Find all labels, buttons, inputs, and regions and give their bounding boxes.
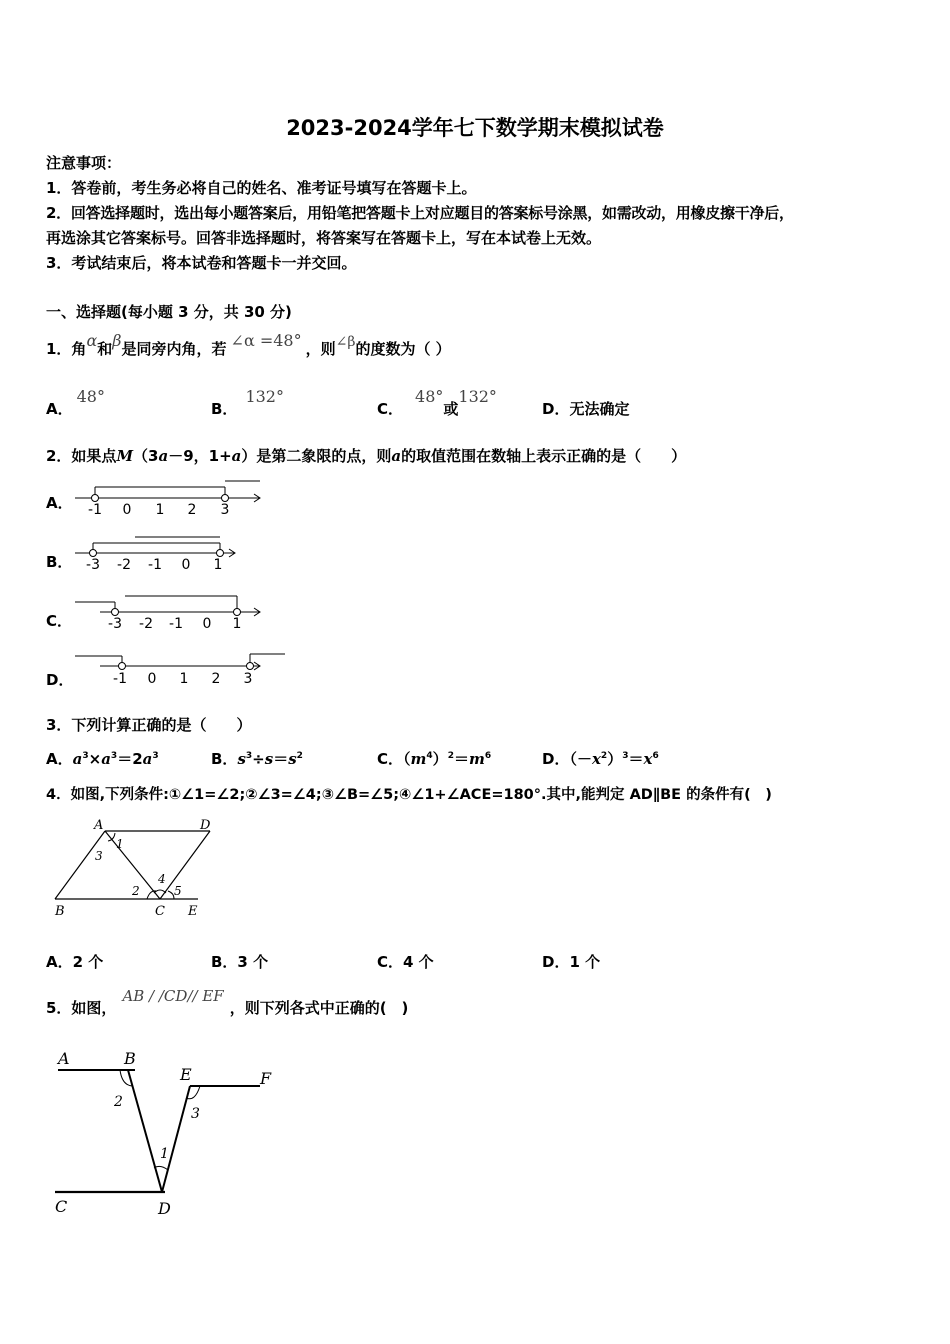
q1-option-d[interactable]: D．无法确定 xyxy=(542,400,630,418)
question-2: 2．如果点M（3a－9，1+a）是第二象限的点，则a的取值范围在数轴上表示正确的是（ ） xyxy=(46,447,687,465)
svg-text:2: 2 xyxy=(132,884,140,898)
svg-text:E: E xyxy=(188,904,198,919)
tick-label: 0 xyxy=(147,671,157,687)
tick-label: -1 xyxy=(169,616,183,632)
svg-text:B: B xyxy=(55,904,65,919)
tick-label: -1 xyxy=(88,502,102,518)
tick-label: 1 xyxy=(179,671,189,687)
notice-item: 再选涂其它答案标号。回答非选择题时，将答案写在答题卡上，写在本试卷上无效。 xyxy=(46,229,602,247)
question-4: 4．如图,下列条件:①∠1=∠2;②∠3=∠4;③∠B=∠5;④∠1+∠ACE=180°.其中,能判定 AD∥BE 的条件有( ) xyxy=(46,787,772,803)
tick-label: -1 xyxy=(148,557,162,573)
tick-label: 1 xyxy=(155,502,165,518)
question-3: 3．下列计算正确的是（ ） xyxy=(46,716,252,734)
tick-label: 3 xyxy=(220,502,230,518)
svg-text:E: E xyxy=(180,1065,192,1084)
svg-text:A: A xyxy=(58,1049,70,1068)
tick-label: 0 xyxy=(122,502,132,518)
tick-label: 0 xyxy=(202,616,212,632)
q4-option-c[interactable]: C．4 个 xyxy=(377,953,434,971)
svg-text:D: D xyxy=(158,1199,171,1218)
svg-text:3: 3 xyxy=(191,1106,200,1122)
tick-label: 1 xyxy=(232,616,242,632)
q2-option-c[interactable]: C． xyxy=(46,612,73,630)
q4-option-d[interactable]: D．1 个 xyxy=(542,953,601,971)
q2-option-d[interactable]: D． xyxy=(46,671,74,689)
svg-text:5: 5 xyxy=(174,884,182,898)
page-title: 2023-2024学年七下数学期末模拟试卷 xyxy=(286,116,664,140)
number-line-c xyxy=(70,592,270,634)
notice-item: 2．回答选择题时，选出每小题答案后，用铅笔把答题卡上对应题目的答案标号涂黑，如需改动，用橡皮擦干净后， xyxy=(46,204,794,222)
svg-text:2: 2 xyxy=(114,1094,123,1110)
q1-option-c[interactable]: C．48°或132° xyxy=(377,387,497,418)
svg-text:A: A xyxy=(94,818,104,833)
q2-option-b[interactable]: B． xyxy=(46,553,73,571)
notice-heading: 注意事项： xyxy=(46,154,122,172)
q3-option-d[interactable]: D．$(-x^2)^3=x^6$ xyxy=(542,750,659,768)
tick-label: 1 xyxy=(213,557,223,573)
q3-option-c[interactable]: C．$(m^4)^2=m^6$ xyxy=(377,750,492,768)
question-5: 5．如图，AB / /CD// EF，则下列各式中正确的( ) xyxy=(46,987,409,1017)
tick-label: 3 xyxy=(243,671,253,687)
notice-item: 1．答卷前，考生务必将自己的姓名、准考证号填写在答题卡上。 xyxy=(46,179,477,197)
tick-label: 0 xyxy=(181,557,191,573)
question-1: 1．角α和β是同旁内角，若 ∠α =48° ，则∠β的度数为（ ） xyxy=(46,331,451,358)
q3-option-a[interactable]: A．$a^3\times a^3=2a^3$ xyxy=(46,750,159,768)
svg-text:D: D xyxy=(200,818,211,833)
tick-label: -3 xyxy=(108,616,122,632)
q4-option-b[interactable]: B．3 个 xyxy=(211,953,269,971)
tick-label: -1 xyxy=(113,671,127,687)
number-line-d xyxy=(70,651,300,693)
number-line-b xyxy=(70,533,270,575)
notice-item: 3．考试结束后，将本试卷和答题卡一并交回。 xyxy=(46,254,357,272)
tick-label: -2 xyxy=(117,557,131,573)
q5-figure xyxy=(50,1040,290,1225)
q4-figure xyxy=(50,815,230,925)
q4-option-a[interactable]: A．2 个 xyxy=(46,953,104,971)
svg-text:1: 1 xyxy=(116,837,124,851)
svg-text:B: B xyxy=(124,1049,136,1068)
section-heading: 一、选择题(每小题 3 分，共 30 分) xyxy=(46,303,292,321)
q3-option-b[interactable]: B．$s^3\div s=s^2$ xyxy=(211,750,303,768)
svg-text:F: F xyxy=(260,1069,272,1088)
q1-option-b[interactable]: B．132° xyxy=(211,387,284,418)
svg-text:C: C xyxy=(55,1197,68,1216)
number-line-a xyxy=(70,478,270,520)
q1-option-a[interactable]: A．48° xyxy=(46,387,105,418)
tick-label: 2 xyxy=(187,502,197,518)
tick-label: -2 xyxy=(139,616,153,632)
svg-text:3: 3 xyxy=(95,849,103,863)
svg-text:4: 4 xyxy=(158,872,166,886)
svg-text:1: 1 xyxy=(160,1146,169,1162)
tick-label: -3 xyxy=(86,557,100,573)
tick-label: 2 xyxy=(211,671,221,687)
svg-text:C: C xyxy=(155,904,165,919)
q2-option-a[interactable]: A． xyxy=(46,494,73,512)
